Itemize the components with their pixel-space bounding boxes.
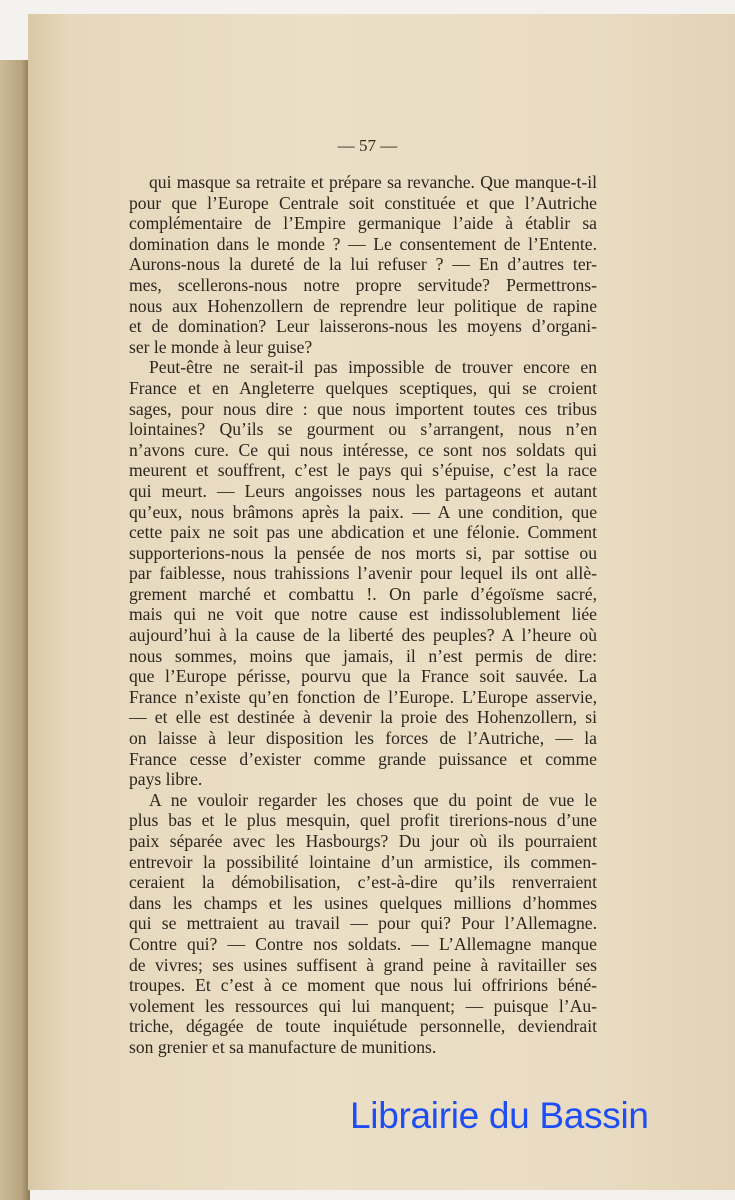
text-line: sages, pour nous dire : que nous importent toutes ces tribus bbox=[129, 398, 597, 419]
text-line: entrevoir la possibilité lointaine d’un armistice, ils commen- bbox=[129, 851, 597, 872]
text-line: — et elle est destinée à devenir la proie des Hohenzollern, si bbox=[129, 707, 597, 728]
text-line: grement marché et combattu !. On parle d’égoïsme sacré, bbox=[129, 583, 597, 604]
text-line: lointaines? Qu’ils se gourment ou s’arrangent, nous n’en bbox=[129, 419, 597, 440]
text-line: nous aux Hohenzollern de reprendre leur politique de rapine bbox=[129, 295, 597, 316]
text-line: complémentaire de l’Empire germanique l’aide à établir sa bbox=[129, 213, 597, 234]
text-line: Aurons-nous la dureté de la lui refuser ? — En d’autres ter- bbox=[129, 254, 597, 275]
text-line: volement les ressources qui lui manquent; — puisque l’Au- bbox=[129, 995, 597, 1016]
text-line: mes, scellerons-nous notre propre servitude? Permettrons- bbox=[129, 274, 597, 295]
text-line: A ne vouloir regarder les choses que du point de vue le bbox=[149, 789, 597, 810]
text-line: nous sommes, moins que jamais, il n’est permis de dire: bbox=[129, 645, 597, 666]
paragraph bbox=[129, 790, 597, 1058]
watermark: Librairie du Bassin bbox=[350, 1095, 649, 1136]
text-line: dans les champs et les usines quelques millions d’hommes bbox=[129, 892, 597, 913]
text-line: Contre qui? — Contre nos soldats. — L’Allemagne manque bbox=[129, 933, 597, 954]
text-line: supporterions-nous la pensée de nos morts si, par sottise ou bbox=[129, 542, 597, 563]
text-line: n’avons cure. Ce qui nous intéresse, ce sont nos soldats qui bbox=[129, 439, 597, 460]
text-line: et de domination? Leur laisserons-nous les moyens d’organi- bbox=[129, 316, 597, 337]
text-line: ser le monde à leur guise? bbox=[129, 336, 313, 357]
text-line: aujourd’hui à la cause de la liberté des peuples? A l’heure où bbox=[129, 625, 597, 646]
text-line: Peut-être ne serait-il pas impossible de trouver encore en bbox=[149, 357, 597, 378]
text-line: France cesse d’exister comme grande puissance et comme bbox=[129, 748, 597, 769]
text-line: domination dans le monde ? — Le consentement de l’Entente. bbox=[129, 233, 597, 254]
text-line: plus bas et le plus mesquin, quel profit tirerions-nous d’une bbox=[129, 810, 597, 831]
text-line: cette paix ne soit pas une abdication et une félonie. Comment bbox=[129, 522, 597, 543]
text-line: qui masque sa retraite et prépare sa revanche. Que manque-t-il bbox=[149, 172, 597, 192]
paragraph bbox=[129, 172, 597, 357]
text-line: pays libre. bbox=[129, 769, 203, 790]
text-line: pour que l’Europe Centrale soit constituée et que l’Autriche bbox=[129, 192, 597, 213]
page-number: — 57 — bbox=[337, 136, 398, 155]
adjacent-page-edge bbox=[0, 60, 30, 1200]
text-line: triche, dégagée de toute inquiétude personnelle, deviendrait bbox=[129, 1016, 597, 1037]
text-line: troupes. Et c’est à ce moment que nous lui offririons béné- bbox=[129, 975, 597, 996]
text-line: de vivres; ses usines suffisent à grand peine à ravitailler ses bbox=[129, 954, 597, 975]
text-line: mais qui ne voit que notre cause est indissolublement liée bbox=[129, 604, 597, 625]
text-line: qu’eux, nous brâmons après la paix. — A une condition, que bbox=[129, 501, 597, 522]
text-line: par faiblesse, nous trahissions l’avenir pour lequel ils ont allè- bbox=[129, 563, 597, 584]
text-line: ceraient la démobilisation, c’est-à-dire qu’ils renverraient bbox=[129, 872, 597, 893]
text-line: son grenier et sa manufacture de munitions. bbox=[129, 1036, 437, 1057]
body-text bbox=[129, 172, 597, 1058]
text-line: on laisse à leur disposition les forces de l’Autriche, — la bbox=[129, 728, 597, 749]
text-line: que l’Europe périsse, pourvu que la France soit sauvée. La bbox=[129, 666, 597, 687]
text-line: France n’existe qu’en fonction de l’Europe. L’Europe asservie, bbox=[129, 686, 597, 707]
text-line: qui meurt. — Leurs angoisses nous les partageons et autant bbox=[129, 480, 597, 501]
text-line: qui se mettraient au travail — pour qui? Pour l’Allemagne. bbox=[129, 913, 597, 934]
paragraph bbox=[129, 357, 597, 789]
text-line: France et en Angleterre quelques sceptiques, qui se croient bbox=[129, 377, 597, 398]
text-line: meurent et souffrent, c’est le pays qui s’épuise, c’est la race bbox=[129, 460, 597, 481]
text-line: paix séparée avec les Hasbourgs? Du jour où ils pourraient bbox=[129, 831, 597, 851]
